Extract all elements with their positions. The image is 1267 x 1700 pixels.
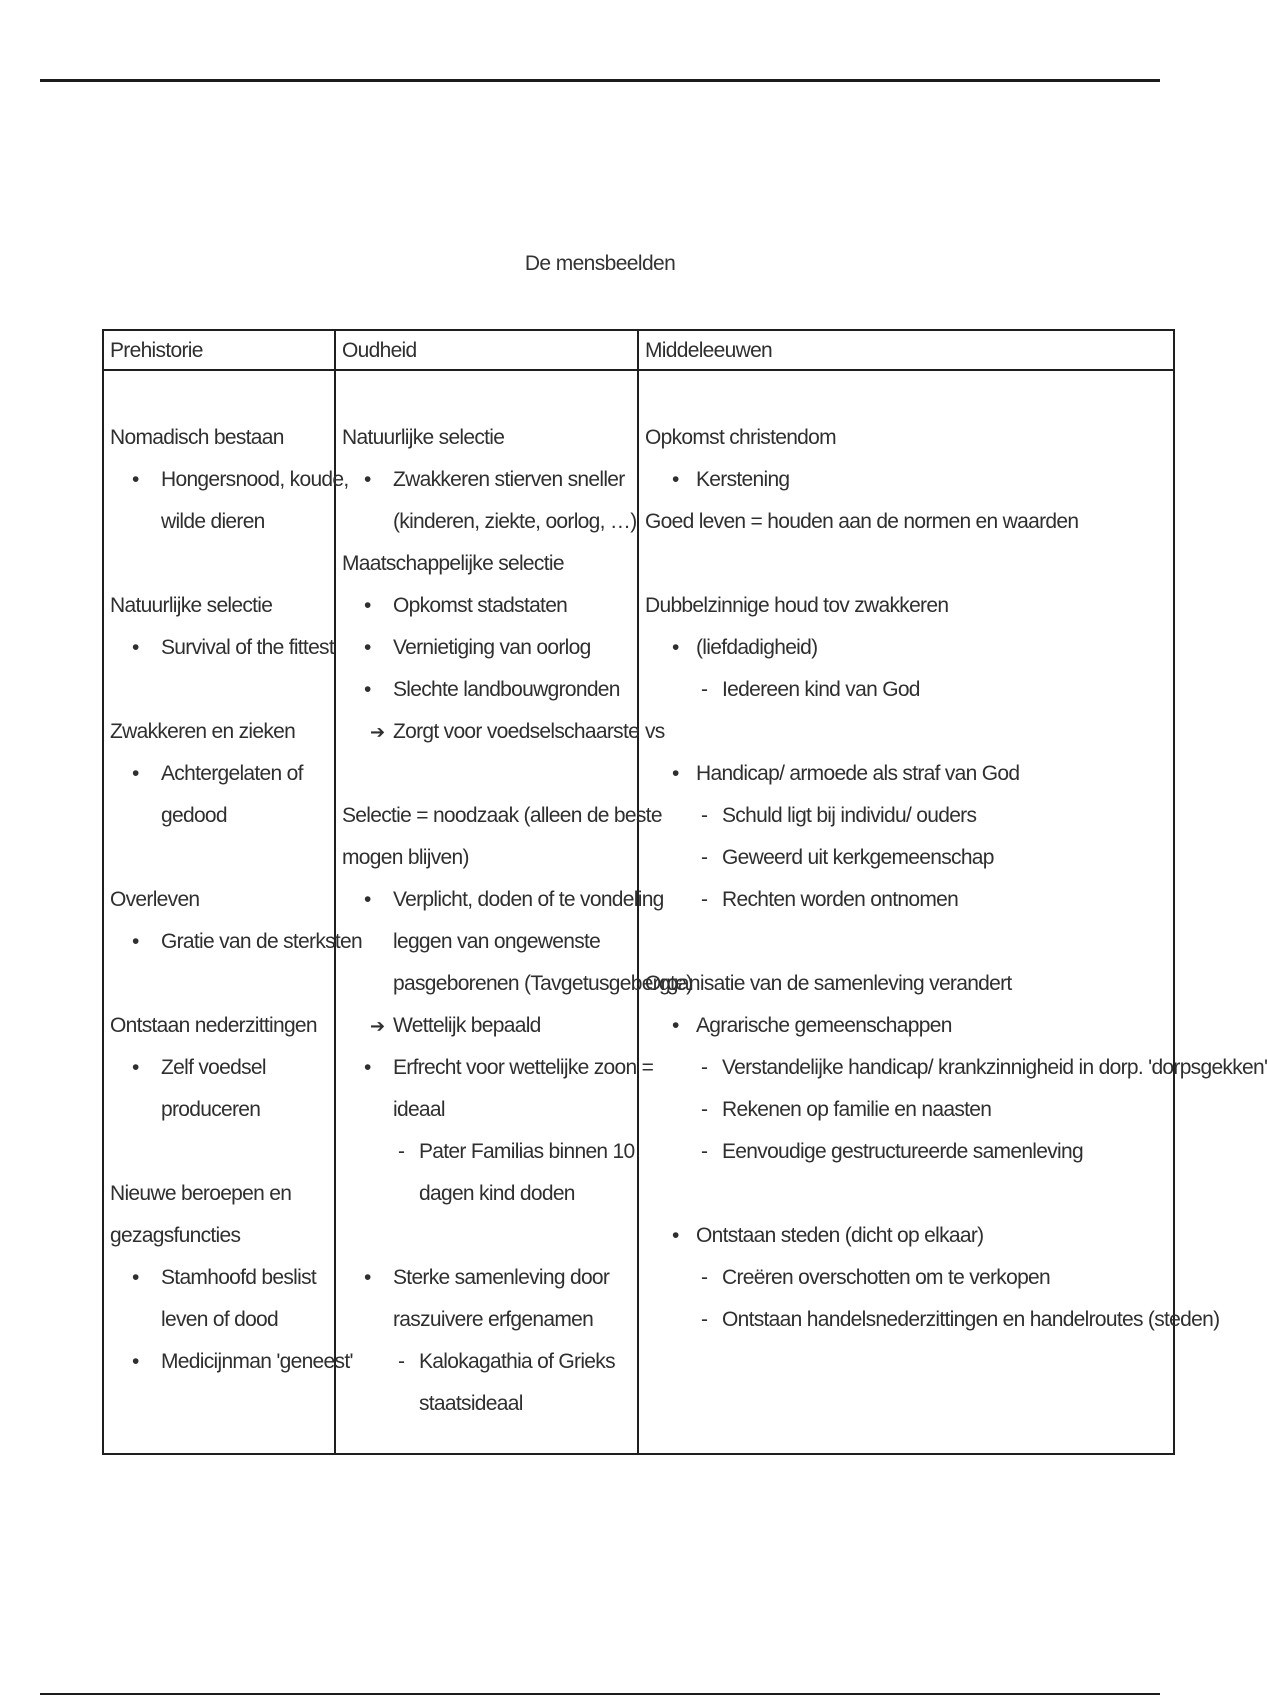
list-item: • Slechte landbouwgronden: [342, 669, 632, 711]
list-item: • Handicap/ armoede als straf van God: [645, 753, 1168, 795]
paragraph-selectie: Selectie = noodzaak (alleen de beste: [342, 804, 662, 827]
heading-dubbelzinnige-houding: Dubbelzinnige houd tov zwakkeren: [645, 594, 949, 617]
sub-list-item: - Pater Familias binnen 10: [342, 1131, 632, 1173]
list-item-continued: pasgeborenen (Tavgetusgebergte): [393, 972, 693, 995]
list-item: • Vernietiging van oorlog: [342, 627, 632, 669]
versus-label: vs: [645, 720, 665, 743]
table-body-row: [103, 370, 1174, 1454]
sub-list-item: - Kalokagathia of Grieks: [342, 1341, 632, 1383]
list-item-continued: ideaal: [393, 1098, 445, 1121]
arrow-item: ➔ Wettelijk bepaald: [342, 1005, 632, 1047]
heading-nieuwe-beroepen: Nieuwe beroepen en: [110, 1182, 292, 1205]
list-item: • Erfrecht voor wettelijke zoon =: [342, 1047, 632, 1089]
sub-list-item: - Rekenen op familie en naasten: [645, 1089, 1168, 1131]
list-item: • Ontstaan steden (dicht op elkaar): [645, 1215, 1168, 1257]
document-title: De mensbeelden: [524, 252, 676, 275]
list-item-continued: produceren: [161, 1098, 261, 1121]
sub-list-item: - Iedereen kind van God: [645, 669, 1168, 711]
paragraph-goed-leven: Goed leven = houden aan de normen en waarden: [645, 510, 1079, 533]
heading-christendom: Opkomst christendom: [645, 426, 836, 449]
sub-list-item: - Schuld ligt bij individu/ ouders: [645, 795, 1168, 837]
column-header-oudheid: Oudheid: [335, 330, 638, 370]
heading-nomadisch: Nomadisch bestaan: [110, 426, 284, 449]
list-item: • Sterke samenleving door: [342, 1257, 632, 1299]
table-header-row: [103, 330, 1174, 370]
header-rule: [40, 79, 1160, 82]
list-item: • Gratie van de sterksten: [110, 921, 329, 963]
column-header-prehistorie: Prehistorie: [103, 330, 335, 370]
list-item: • (liefdadigheid): [645, 627, 1168, 669]
arrow-item: ➔ Zorgt voor voedselschaarste: [342, 711, 632, 753]
sub-list-item: - Verstandelijke handicap/ krankzinnigheid in dorp. 'dorpsgekken': [645, 1047, 1168, 1089]
list-item: • Verplicht, doden of te vondeling: [342, 879, 632, 921]
heading-overleven: Overleven: [110, 888, 200, 911]
sub-list-item-continued: dagen kind doden: [419, 1182, 575, 1205]
footer-rule: [40, 1693, 1160, 1695]
sub-list-item: - Eenvoudige gestructureerde samenleving: [645, 1131, 1168, 1173]
heading-continued: gezagsfuncties: [110, 1224, 241, 1247]
sub-list-item: - Geweerd uit kerkgemeenschap: [645, 837, 1168, 879]
list-item: • Zelf voedsel: [110, 1047, 329, 1089]
list-item: • Zwakkeren stierven sneller: [342, 459, 632, 501]
cell-prehistorie: [103, 370, 363, 1454]
sub-list-item: - Creëren overschotten om te verkopen: [645, 1257, 1168, 1299]
list-item: • Achtergelaten of: [110, 753, 329, 795]
heading-natuurlijke-selectie: Natuurlijke selectie: [342, 426, 505, 449]
heading-nederzittingen: Ontstaan nederzittingen: [110, 1014, 317, 1037]
list-item-continued: wilde dieren: [161, 510, 265, 533]
sub-list-item: - Ontstaan handelsnederzittingen en handelroutes (steden): [645, 1299, 1168, 1341]
list-item-continued: raszuivere erfgenamen: [393, 1308, 594, 1331]
paragraph-continued: mogen blijven): [342, 846, 469, 869]
sub-list-item-continued: staatsideaal: [419, 1392, 523, 1415]
list-item: • Survival of the fittest: [110, 627, 329, 669]
list-item: • Medicijnman 'geneest': [110, 1341, 329, 1383]
list-item: • Opkomst stadstaten: [342, 585, 632, 627]
list-item: • Hongersnood, koude,: [110, 459, 329, 501]
list-item-continued: leven of dood: [161, 1308, 279, 1331]
list-item-continued: leggen van ongewenste: [393, 930, 601, 953]
list-item-continued: gedood: [161, 804, 227, 827]
heading-zwakkeren: Zwakkeren en zieken: [110, 720, 296, 743]
sub-list-item: - Rechten worden ontnomen: [645, 879, 1168, 921]
list-item: • Agrarische gemeenschappen: [645, 1005, 1168, 1047]
heading-organisatie: Organisatie van de samenleving verandert: [645, 972, 1012, 995]
list-item: • Kerstening: [645, 459, 1168, 501]
heading-natuurlijke-selectie: Natuurlijke selectie: [110, 594, 273, 617]
heading-maatschappelijke-selectie: Maatschappelijke selectie: [342, 552, 564, 575]
mensbeelden-table: [102, 329, 1267, 1455]
list-item-continued: (kinderen, ziekte, oorlog, …): [393, 510, 637, 533]
list-item: • Stamhoofd beslist: [110, 1257, 329, 1299]
column-header-middeleeuwen: Middeleeuwen: [638, 330, 1174, 370]
cell-middeleeuwen: [638, 370, 1267, 1454]
